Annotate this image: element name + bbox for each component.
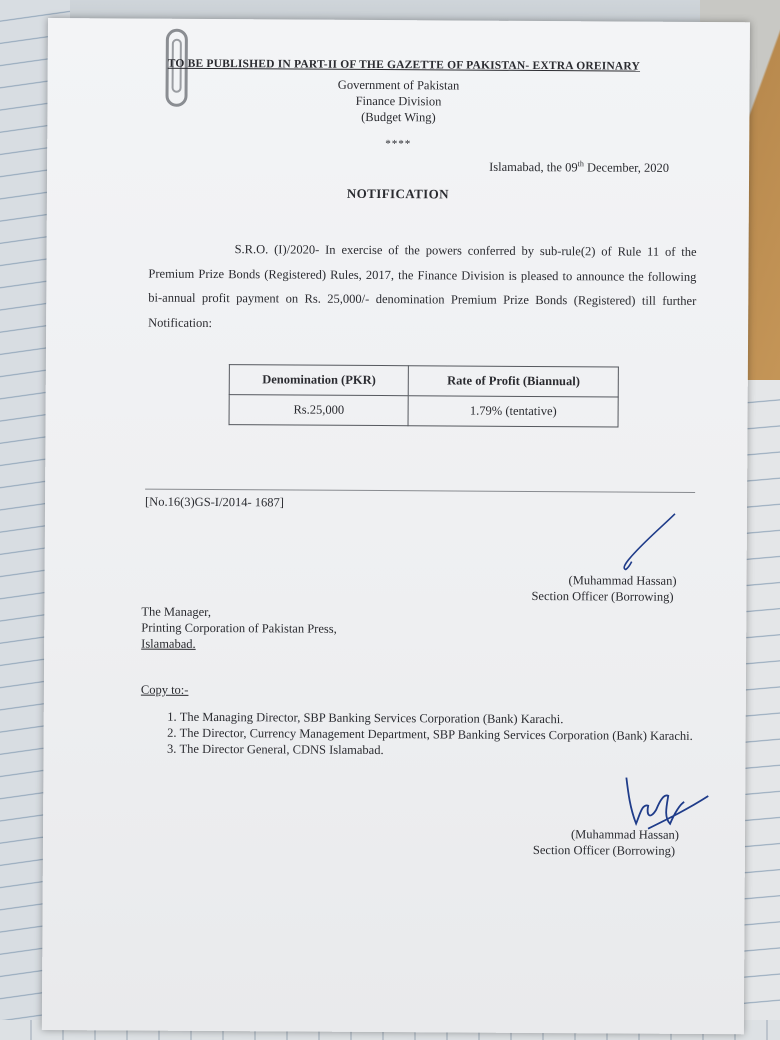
division-name: Finance Division [355,93,442,109]
dateline-date: December, 2020 [583,160,670,175]
table-row [229,395,618,427]
dateline-place: Islamabad, the 09 [489,159,578,175]
wing-name: (Budget Wing) [361,109,436,125]
signatory2-title: Section Officer (Borrowing) [532,842,676,858]
profit-table [229,364,619,427]
separator-stars: **** [385,138,412,151]
table-cell-denomination: Rs.25,000 [229,395,409,426]
addressee-line-1: The Manager, [141,604,212,620]
list-item: 3. The Director General, CDNS Islamabad. [179,741,724,760]
signatory2-name: (Muhammad Hassan) [570,827,680,842]
table-header-rate: Rate of Profit (Biannual) [409,366,619,397]
copy-to-label: Copy to:- [140,682,189,697]
copy-to-list [155,709,724,760]
notification-body: S.R.O. (I)/2020- In exercise of the powers conferred by sub-rule(2) of Rule 11 of the Premium Prize Bonds (Registered) Rules, 2017, the Finance Division is pleased to announce the following bi-annual profit payment on Rs. 25,000/- denomination Premium Prize Bonds (Registered) till further Notification: [148,242,697,330]
addressee-line-2: Printing Corporation of Pakistan Press, [141,620,337,636]
dateline [489,159,669,176]
signature-mark-1 [617,511,687,571]
addressee-line-3: Islamabad. [141,636,196,651]
notification-title: NOTIFICATION [346,185,450,202]
dateline-suffix: th [577,159,584,169]
table-header-denomination: Denomination (PKR) [229,365,409,396]
signatory-name: (Muhammad Hassan) [568,573,677,588]
list-item: 1. The Managing Director, SBP Banking Services Corporation (Bank) Karachi. [180,709,725,728]
signatory-title: Section Officer (Borrowing) [531,588,674,604]
table-header-row [229,365,618,397]
table-cell-rate: 1.79% (tentative) [408,396,618,427]
signature-mark-2 [618,773,713,834]
gazette-heading: TO BE PUBLISHED IN PART-II OF THE GAZETTE OF PAKISTAN- EXTRA OREINARY [167,57,641,73]
government-name: Government of Pakistan [337,77,460,93]
divider-line [145,489,695,493]
document-page [42,18,750,1034]
reference-number: [No.16(3)GS-I/2014- 1687] [145,494,284,510]
list-item: 2. The Director, Currency Management Department, SBP Banking Services Corporation (Bank) Karachi. [180,725,725,744]
